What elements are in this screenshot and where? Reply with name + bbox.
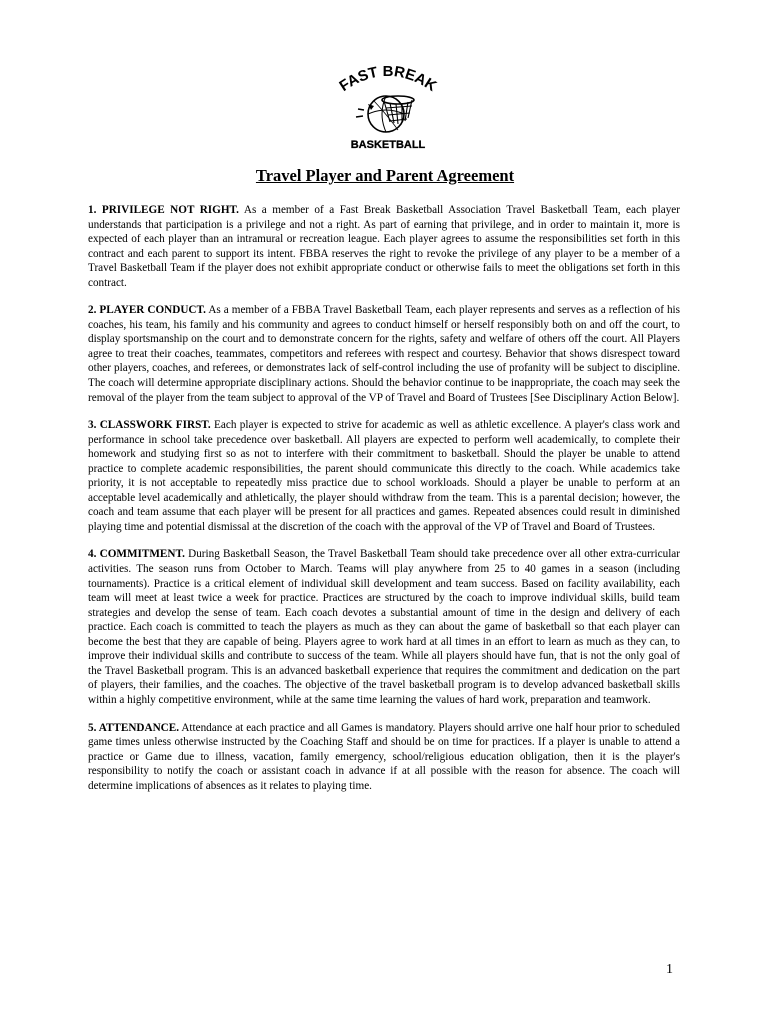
document-title: [0, 166, 770, 186]
section-heading: 4. COMMITMENT.: [88, 548, 185, 561]
section-commitment: [88, 547, 680, 707]
section-text: During Basketball Season, the Travel Basketball Team should take precedence over all other extra-curricular activities. The season runs from October to March. Teams will play anywhere from 25 to 40 games in a season (including tournaments). Practice is a critical element of individual skill development and team success. Based on facility availability, each team will meet at least twice a week for practice. Practices are structured by the coach to improve individual skills, build team strategies and develop the sense of team. Each coach devotes a substantial amount of time in the design and delivery of each practice. Each coach is committed to teach the players as much as they can about the game of basketball so that each player can become the best that they are capable of being. Players agree to work hard at all times in an effort to learn as much as they can, to improve their individual skills and contribute to success of the team. While all players should have fun, that is not the only goal of the Travel Basketball program. This is an advanced basketball experience that requires the commitment and dedication on the part of players, their families, and the coaches. The objective of the travel basketball program is to develop advanced basketball skills within a highly competitive environment, while at the same time learning the values of hard work, preparation and teamwork.: [88, 548, 680, 706]
logo-bottom-text: BASKETBALL: [350, 139, 426, 151]
basketball-icon: [356, 96, 414, 132]
section-heading: 2. PLAYER CONDUCT.: [88, 304, 206, 317]
agreement-body: [88, 203, 680, 806]
section-attendance: [88, 721, 680, 794]
page-number: 1: [666, 962, 673, 977]
section-text: As a member of a Fast Break Basketball Association Travel Basketball Team, each player understands that participation is a privilege and not a right. As part of earning that privilege, and in order to maintain it, more is expected of each player than an intramural or recreation league. Each player agrees to assume the responsibilities set forth in this contract and each parent to support its intent. FBBA reserves the right to revoke the privilege of any player to be a member of a Travel Basketball Team if the player does not exhibit appropriate conduct or otherwise fails to meet the obligations set forth in this contract.: [88, 204, 681, 289]
section-player-conduct: [88, 303, 680, 405]
section-text: As a member of a FBBA Travel Basketball Team, each player represents and serves as a reflection of his coaches, his team, his family and his community and agrees to conduct himself or herself responsibly both on and off the court, to display sportsmanship on the court and to demonstrate concern for the rights, safety and welfare of others off the court. All Players agree to treat their coaches, teammates, competitors and referees with respect and courtesy. Behavior that shows disrespect toward other players, coaches, and referees, or demonstrates lack of self-control including the use of profanity will be subject to discipline. The coach will determine appropriate disciplinary actions. Should the behavior continue to be inappropriate, the coach may seek the removal of the player from the team subject to approval of the VP of Travel and Board of Trustees [See Disciplinary Action Below].: [88, 304, 680, 404]
section-heading: 1. PRIVILEGE NOT RIGHT.: [88, 204, 239, 216]
section-privilege-not-right: [88, 203, 680, 290]
logo-top-text: AST BREAK: [344, 63, 438, 95]
section-text: Each player is expected to strive for academic as well as athletic excellence. A player's class work and performance in school take precedence over basketball. All players are expected to perform well academically, to complete their homework and studying first so as not to interfere with their commitment to basketball. Should the player be unable to attend practice to complete academic responsibilities, the parent should communicate this directly to the coach. While academics take priority, it is not acceptable to repeatedly miss practice due to school workloads. Should a player be unable to perform at an acceptable level academically and athletically, the player should withdraw from the team. This is a parental decision; however, the coach and team assume that each player will be present for all practices and games. Repeated absences could result in diminished playing time and potential dismissal at the discretion of the coach with the approval of the VP of Travel and Board of Trustees.: [88, 419, 680, 533]
section-heading: 3. CLASSWORK FIRST.: [88, 419, 211, 432]
section-classwork-first: [88, 418, 680, 534]
section-heading: 5. ATTENDANCE.: [88, 721, 179, 734]
basketball-logo-graphic: [338, 60, 438, 152]
fast-break-basketball-logo: [338, 60, 438, 152]
document-title-text: Travel Player and Parent Agreement: [255, 166, 515, 185]
section-text: Attendance at each practice and all Games is mandatory. Players should arrive one half hour prior to scheduled game times unless otherwise instructed by the Coaching Staff and should be on time for practices. If a player is unable to attend a practice or Game due to illness, vacation, family emergency, school/religious education obligation, then it is the player's responsibility to notify the coach or assistant coach in advance if at all possible with the reason for absence. The coach will determine implications of absences as it relates to playing time.: [88, 721, 680, 792]
